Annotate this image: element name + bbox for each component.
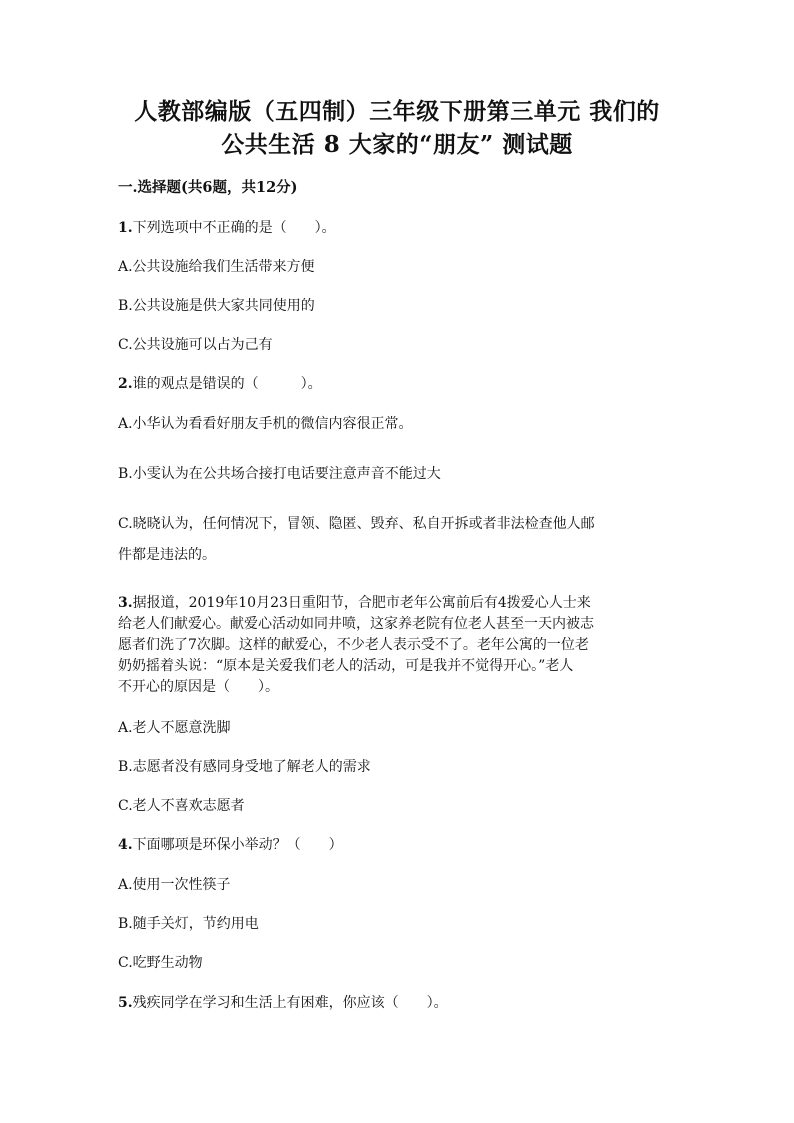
page-title-line-2: 公共生活 8 大家的“朋友” 测试题 bbox=[221, 131, 573, 158]
question-3-line-4: 奶奶摇着头说：“原本是关爱我们老人的活动，可是我并不觉得开心。”老人 bbox=[118, 658, 574, 674]
option-2c-continued: 件都是违法的。 bbox=[118, 547, 216, 563]
option-2a: A.小华认为看看好朋友手机的微信内容很正常。 bbox=[118, 416, 413, 432]
option-1b: B.公共设施是供大家共同使用的 bbox=[118, 298, 315, 314]
question-stem: 下面哪项是环保小举动？（ ） bbox=[132, 837, 343, 853]
option-1a: A.公共设施给我们生活带来方便 bbox=[118, 259, 315, 275]
page-title-line-1: 人教部编版（五四制）三年级下册第三单元 我们的 bbox=[134, 98, 660, 125]
option-2c: C.晓晓认为，任何情况下，冒领、隐匿、毁弃、私自开拆或者非法检查他人邮 bbox=[118, 516, 595, 532]
option-3b: B.志愿者没有感同身受地了解老人的需求 bbox=[118, 759, 371, 775]
option-3c: C.老人不喜欢志愿者 bbox=[118, 798, 245, 814]
option-4a: A.使用一次性筷子 bbox=[118, 877, 231, 893]
option-1c: C.公共设施可以占为己有 bbox=[118, 337, 273, 353]
question-number: 4. bbox=[118, 837, 133, 853]
question-stem: 残疾同学在学习和生活上有困难，你应该（ ）。 bbox=[132, 995, 448, 1011]
option-4b: B.随手关灯，节约用电 bbox=[118, 916, 259, 932]
question-stem-line: 据报道，2019年10月23日重阳节，合肥市老年公寓前后有4拨爱心人士来 bbox=[132, 595, 591, 611]
question-5 bbox=[118, 993, 448, 1013]
question-stem: 谁的观点是错误的（ ）。 bbox=[132, 376, 322, 392]
question-number: 2. bbox=[118, 376, 133, 392]
question-stem: 下列选项中不正确的是（ ）。 bbox=[132, 220, 336, 236]
question-1 bbox=[118, 218, 336, 238]
option-3a: A.老人不愿意洗脚 bbox=[118, 720, 231, 736]
question-number: 1. bbox=[118, 220, 133, 236]
question-number: 5. bbox=[118, 995, 133, 1011]
section-heading: 一.选择题(共6题，共12分) bbox=[118, 179, 298, 196]
question-number: 3. bbox=[118, 595, 133, 611]
option-4c: C.吃野生动物 bbox=[118, 955, 203, 971]
question-3-line-2: 给老人们献爱心。献爱心活动如同井喷，这家养老院有位老人甚至一天内被志 bbox=[118, 616, 594, 632]
question-2 bbox=[118, 374, 322, 394]
question-3-line-3: 愿者们洗了7次脚。这样的献爱心，不少老人表示受不了。老年公寓的一位老 bbox=[118, 637, 589, 653]
question-3 bbox=[118, 593, 591, 613]
question-3-line-5: 不开心的原因是（ ）。 bbox=[118, 679, 279, 695]
question-4 bbox=[118, 835, 343, 855]
option-2b: B.小雯认为在公共场合接打电话要注意声音不能过大 bbox=[118, 466, 441, 482]
